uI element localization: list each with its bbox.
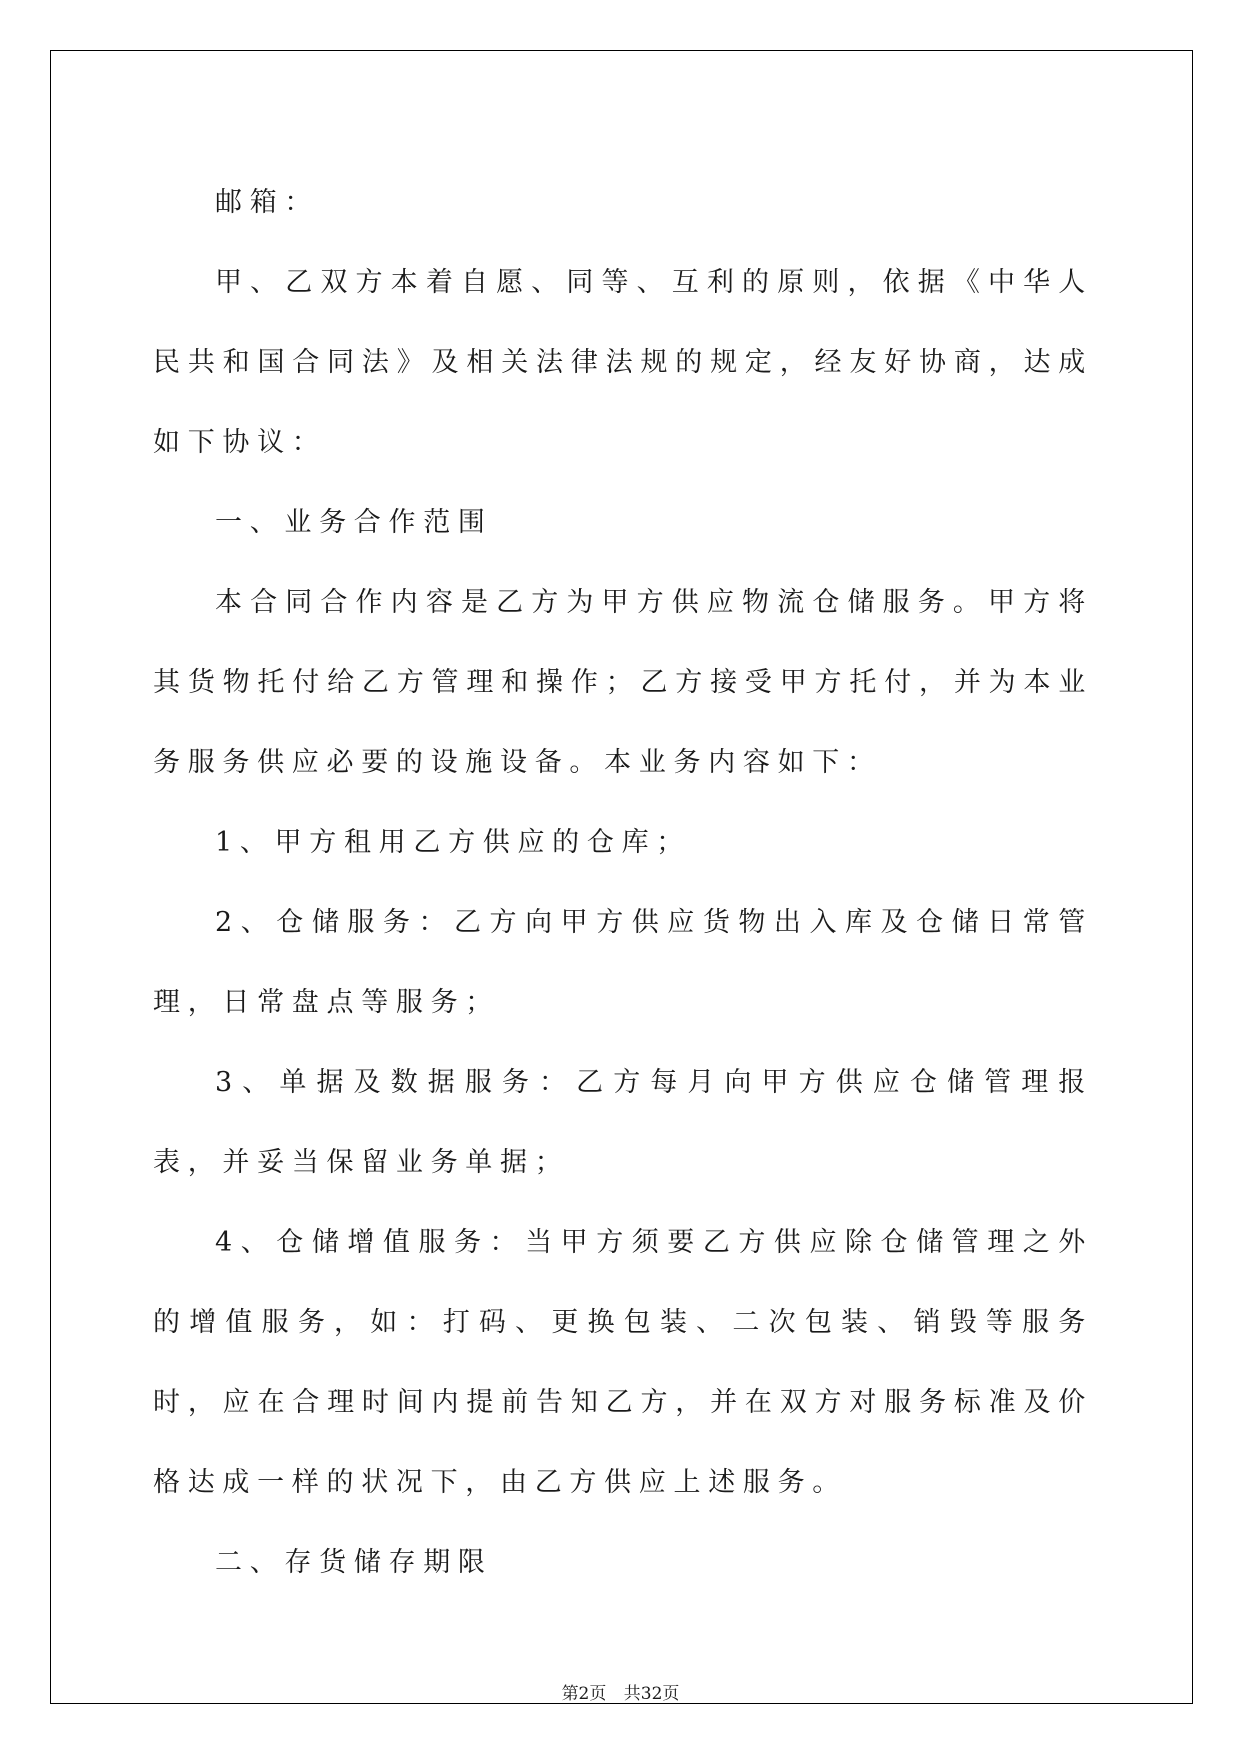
list-item-3: 3、单据及数据服务：乙方每月向甲方供应仓储管理报表，并妥当保留业务单据； xyxy=(153,1067,1093,1178)
document-body xyxy=(153,163,1093,1603)
email-line: 邮箱： xyxy=(215,187,320,218)
section-heading-1: 一、业务合作范围 xyxy=(215,507,493,538)
page-number: 第2页 xyxy=(561,1684,607,1704)
list-item-1: 1、甲方租用乙方供应的仓库； xyxy=(215,827,691,858)
section-heading-2: 二、存货储存期限 xyxy=(215,1547,493,1578)
preamble-paragraph: 甲、乙双方本着自愿、同等、互利的原则，依据《中华人民共和国合同法》及相关法律法规的规定，经友好协商，达成如下协议： xyxy=(153,267,1093,458)
scope-paragraph: 本合同合作内容是乙方为甲方供应物流仓储服务。甲方将其货物托付给乙方管理和操作；乙方接受甲方托付，并为本业务服务供应必要的设施设备。本业务内容如下： xyxy=(153,587,1093,778)
list-item-2: 2、仓储服务：乙方向甲方供应货物出入库及仓储日常管理，日常盘点等服务； xyxy=(153,907,1093,1018)
list-item-4: 4、仓储增值服务：当甲方须要乙方供应除仓储管理之外的增值服务，如：打码、更换包装、二次包装、销毁等服务时，应在合理时间内提前告知乙方，并在双方对服务标准及价格达成一样的状况下，由乙方供应上述服务。 xyxy=(153,1227,1093,1498)
page-footer xyxy=(0,1679,1241,1704)
total-pages: 共32页 xyxy=(623,1684,680,1704)
